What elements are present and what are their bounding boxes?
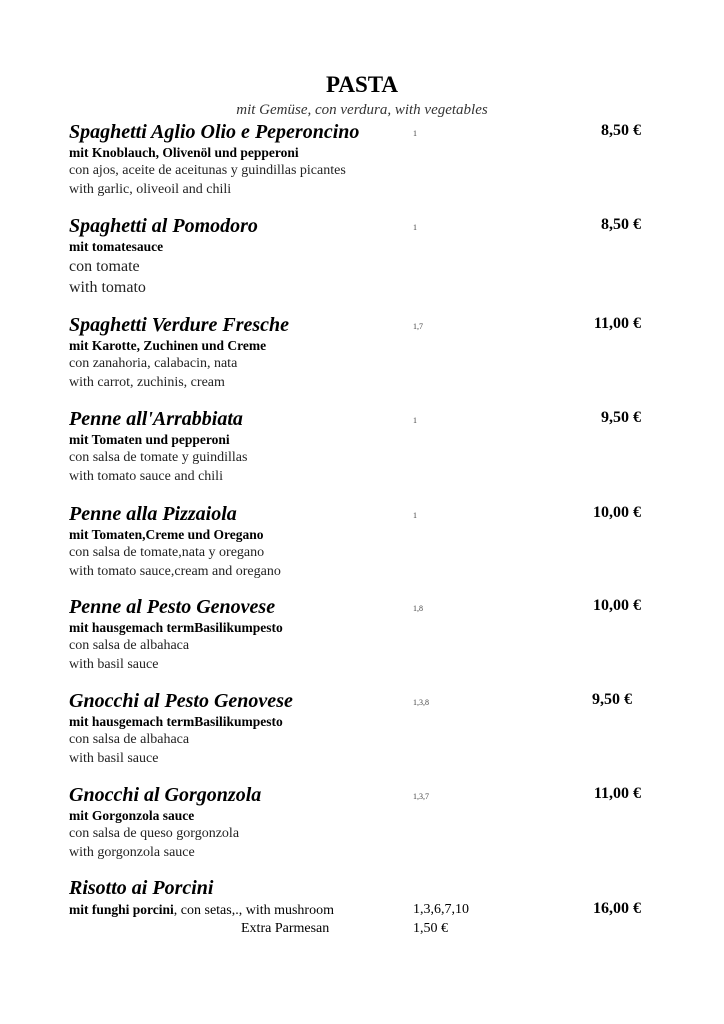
- item-allergens: 1: [413, 416, 417, 425]
- item-desc-es: con salsa de albahaca: [69, 732, 190, 747]
- item-desc-es: con salsa de tomate y guindillas: [69, 450, 248, 465]
- item-name: Spaghetti al Pomodoro: [69, 215, 258, 237]
- item-price: 9,50 €: [601, 409, 641, 426]
- section-title: PASTA: [326, 72, 398, 97]
- item-allergens: 1,7: [413, 322, 423, 331]
- item-price: 8,50 €: [601, 122, 641, 139]
- item-allergens: 1: [413, 223, 417, 232]
- extra-label: Extra Parmesan: [241, 921, 330, 936]
- item-desc-de: mit tomatesauce: [69, 239, 164, 254]
- item-price: 9,50 €: [592, 691, 632, 708]
- item-desc-es: con salsa de albahaca: [69, 638, 190, 653]
- menu-item: [69, 313, 649, 392]
- item-allergens: 1,3,8: [413, 698, 429, 707]
- item-desc-de: mit Tomaten und pepperoni: [69, 432, 230, 447]
- item-allergens: 1,3,7: [413, 792, 429, 801]
- item-desc-de: mit hausgemach termBasilikumpesto: [69, 714, 283, 729]
- menu-item: [69, 214, 649, 298]
- item-name: Risotto ai Porcini: [69, 877, 214, 899]
- item-name: Spaghetti Aglio Olio e Peperoncino: [69, 121, 360, 143]
- menu-item: [69, 783, 649, 862]
- item-desc-es: con zanahoria, calabacin, nata: [69, 356, 238, 371]
- item-desc-de: mit Knoblauch, Olivenöl und pepperoni: [69, 145, 299, 160]
- extra-price: 1,50 €: [413, 921, 448, 936]
- item-desc-de: mit Gorgonzola sauce: [69, 808, 195, 823]
- item-allergens: 1,3,6,7,10: [413, 902, 469, 917]
- item-price: 11,00 €: [593, 315, 641, 332]
- item-desc-de: mit hausgemach termBasilikumpesto: [69, 620, 283, 635]
- item-desc-en: with garlic, oliveoil and chili: [69, 181, 232, 197]
- item-allergens: 1,8: [413, 604, 423, 613]
- item-desc-en: with gorgonzola sauce: [69, 844, 195, 860]
- item-price: 11,00 €: [593, 785, 641, 802]
- menu-item: [69, 595, 649, 674]
- item-desc-en: with tomato sauce,cream and oregano: [69, 563, 281, 579]
- menu-item: [69, 502, 649, 581]
- item-name: Gnocchi al Pesto Genovese: [69, 690, 293, 712]
- item-allergens: 1: [413, 511, 417, 520]
- item-desc-de: mit Karotte, Zuchinen und Creme: [69, 338, 267, 353]
- item-price: 10,00 €: [593, 597, 641, 614]
- item-desc-es: con salsa de tomate,nata y oregano: [69, 545, 265, 560]
- menu-item: [69, 120, 649, 199]
- item-desc-de: mit funghi porcini: [69, 902, 174, 917]
- item-desc-es: con ajos, aceite de aceitunas y guindillas picantes: [69, 163, 346, 178]
- item-desc-en: with carrot, zuchinis, cream: [69, 374, 225, 390]
- item-desc-en: with basil sauce: [69, 656, 159, 672]
- item-name: Gnocchi al Gorgonzola: [69, 784, 262, 806]
- item-desc-en: with tomato sauce and chili: [69, 468, 223, 484]
- item-desc-es: con tomate: [69, 258, 140, 275]
- item-allergens: 1: [413, 129, 417, 138]
- item-price: 8,50 €: [601, 216, 641, 233]
- item-price: 16,00 €: [593, 900, 641, 917]
- item-desc-de: mit Tomaten,Creme und Oregano: [69, 527, 264, 542]
- menu-item: [69, 407, 649, 486]
- item-desc-en: with basil sauce: [69, 750, 159, 766]
- item-desc-es: con salsa de queso gorgonzola: [69, 826, 240, 841]
- section-subtitle: mit Gemüse, con verdura, with vegetables: [236, 102, 488, 118]
- item-desc-rest: , con setas,., with mushroom: [173, 903, 334, 918]
- menu-item-risotto: [69, 876, 649, 936]
- item-description: [69, 902, 334, 919]
- item-price: 10,00 €: [593, 504, 641, 521]
- item-name: Penne all'Arrabbiata: [69, 408, 243, 430]
- item-name: Penne al Pesto Genovese: [69, 596, 276, 618]
- item-desc-en: with tomato: [69, 279, 146, 296]
- item-name: Spaghetti Verdure Fresche: [69, 314, 290, 336]
- item-name: Penne alla Pizzaiola: [69, 503, 237, 525]
- menu-item: [69, 689, 649, 768]
